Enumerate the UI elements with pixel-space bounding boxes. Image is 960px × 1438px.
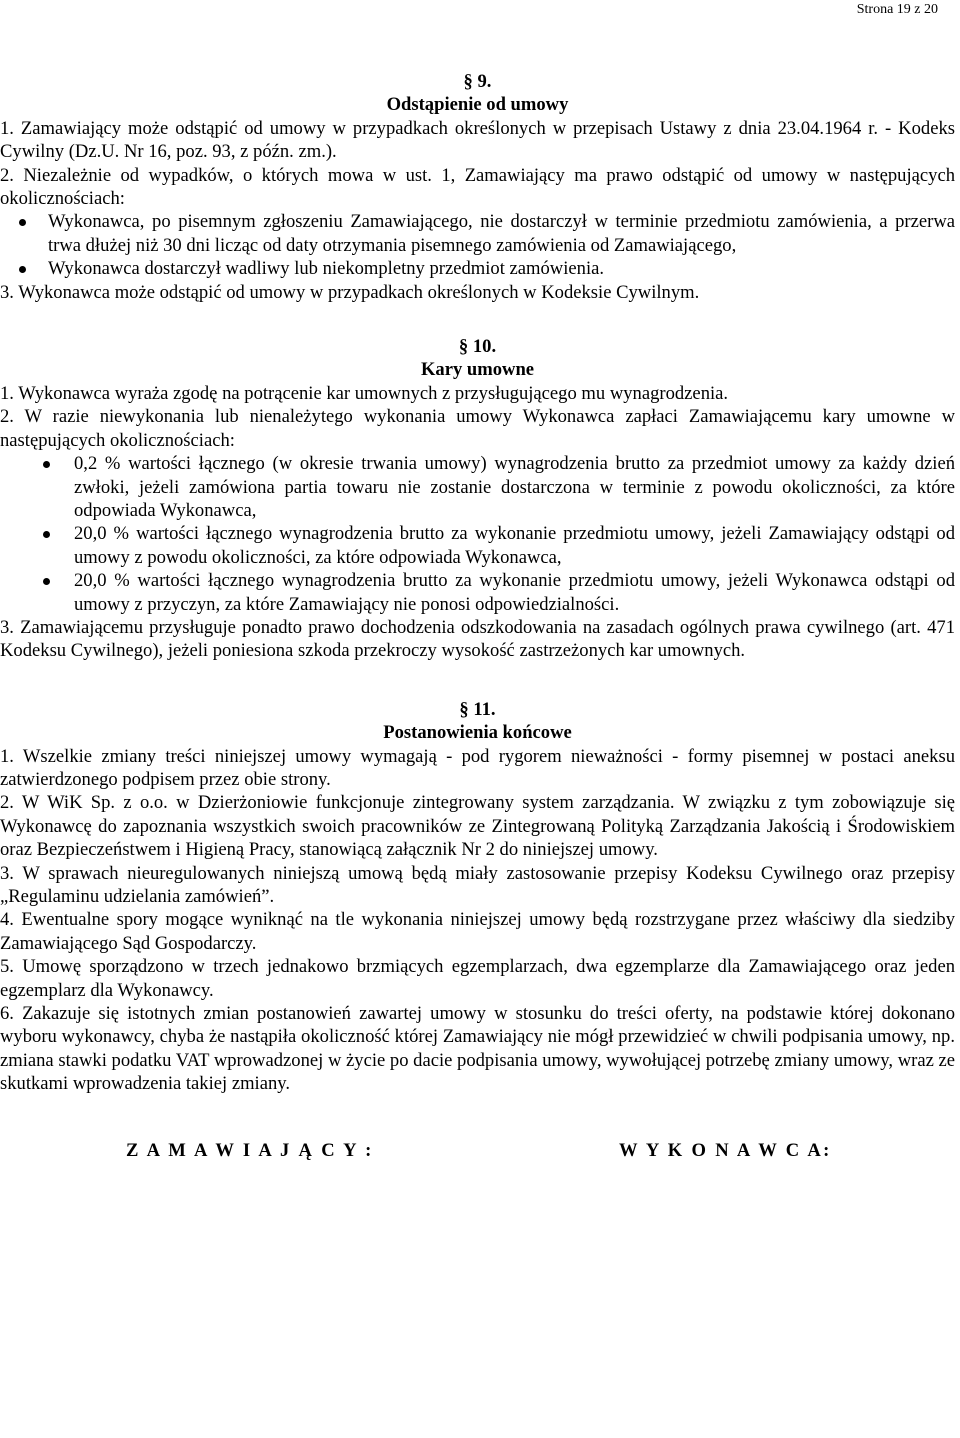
section-11-number: § 11.: [459, 698, 496, 720]
section-11-paragraph-3: 3. W sprawach nieuregulowanych niniejszą umową będą miały zastosowanie przepisy Kodeksu Cywilnego oraz przepisy „Regulaminu udzielania zamówień”.: [0, 862, 955, 907]
document-body: [0, 70, 955, 1163]
section-10-paragraph-2: 2. W razie niewykonania lub nienależytego wykonania umowy Wykonawca zapłaci Zamawiającemu kary umowne w następujących okolicznościach:: [0, 406, 955, 451]
section-9-number: § 9.: [463, 71, 492, 92]
section-11-title: Postanowienia końcowe: [383, 722, 572, 744]
section-10-bullet-list: [0, 452, 955, 616]
list-item: Wykonawca, po pisemnym zgłoszeniu Zamawiającego, nie dostarczył w terminie przedmiotu zamówienia, a przerwa trwa dłużej niż 30 dni licząc od daty otrzymania pisemnego zamówienia od Zamawiającego,: [0, 210, 955, 257]
signature-ordering-party: Z A M A W I A J Ą C Y :: [126, 1139, 374, 1161]
list-item: 20,0 % wartości łącznego wynagrodzenia brutto za wykonanie przedmiotu umowy, jeżeli Wykonawca odstąpi od umowy z przyczyn, za które Zamawiający nie ponosi odpowiedzialności.: [0, 569, 955, 616]
section-10-title: Kary umowne: [420, 359, 535, 381]
section-10-paragraph-1: 1. Wykonawca wyraża zgodę na potrącenie kar umownych z przysługującego mu wynagrodzenia.: [0, 382, 729, 404]
signature-row: [0, 1139, 955, 1163]
section-10-number: § 10.: [458, 336, 497, 358]
section-11-paragraph-5: 5. Umowę sporządzono w trzech jednakowo brzmiących egzemplarzach, dwa egzemplarze dla Zamawiającego oraz jeden egzemplarz dla Wykonawcy.: [0, 956, 955, 1001]
signature-contractor: W Y K O N A W C A:: [619, 1139, 832, 1161]
section-11-paragraph-4: 4. Ewentualne spory mogące wyniknąć na tle wykonania niniejszej umowy będą rozstrzygane przez właściwy dla siedziby Zamawiającego Sąd Gospodarczy.: [0, 909, 955, 954]
section-11-paragraph-2: 2. W WiK Sp. z o.o. w Dzierżoniowie funkcjonuje zintegrowany system zarządzania. W związku z tym zobowiązuje się Wykonawcę do zapoznania wszystkich swoich pracowników ze Zintegrowaną Polityką Zarządzania Jakością i Środowiskiem oraz Bezpieczeństwem i Higieną Pracy, stanowiącą załącznik Nr 2 do niniejszej umowy.: [0, 792, 955, 861]
section-9-paragraph-2: 2. Niezależnie od wypadków, o których mowa w ust. 1, Zamawiający ma prawo odstąpić od umowy w następujących okolicznościach:: [0, 164, 955, 210]
section-10-paragraph-3: 3. Zamawiającemu przysługuje ponadto prawo dochodzenia odszkodowania na zasadach ogólnych prawa cywilnego (art. 471 Kodeksu Cywilnego), jeżeli poniesiona szkoda przekroczy wysokość zastrzeżonych kar umownych.: [0, 616, 955, 662]
list-item: Wykonawca dostarczył wadliwy lub niekompletny przedmiot zamówienia.: [0, 257, 955, 280]
section-11-paragraph-1: 1. Wszelkie zmiany treści niniejszej umowy wymagają - pod rygorem nieważności - formy pisemnej w postaci aneksu zatwierdzonego podpisem przez obie strony.: [0, 745, 955, 790]
page-number-label: Strona 19 z 20: [856, 2, 938, 17]
section-9-title: Odstąpienie od umowy: [386, 94, 569, 116]
section-9-bullet-list: [0, 210, 955, 280]
section-11-paragraph-6: 6. Zakazuje się istotnych zmian postanowień zawartej umowy w stosunku do treści oferty, na podstawie której dokonano wyboru wykonawcy, chyba że nastąpiła okoliczność której Zamawiający nie mógł przewidzieć w chwili podpisania umowy, np. zmiana stawki podatku VAT wprowadzonej w życie po dacie podpisania umowy, wywołującej potrzebę zmiany umowy, wraz ze skutkami wprowadzenia takiej zmiany.: [0, 1003, 955, 1095]
list-item: 20,0 % wartości łącznego wynagrodzenia brutto za wykonanie przedmiotu umowy, jeżeli Zamawiający odstąpi od umowy z powodu okoliczności, za które odpowiada Wykonawca,: [0, 522, 955, 569]
list-item: 0,2 % wartości łącznego (w okresie trwania umowy) wynagrodzenia brutto za przedmiot umowy za każdy dzień zwłoki, jeżeli zamówiona partia towaru nie zostanie dostarczona w terminie z powodu okoliczności, za które odpowiada Wykonawca,: [0, 452, 955, 522]
section-9-paragraph-1: 1. Zamawiający może odstąpić od umowy w przypadkach określonych w przepisach Ustawy z dnia 23.04.1964 r. - Kodeks Cywilny (Dz.U. Nr 16, poz. 93, z późn. zm.).: [0, 117, 955, 163]
section-9-paragraph-3: 3. Wykonawca może odstąpić od umowy w przypadkach określonych w Kodeksie Cywilnym.: [0, 281, 700, 303]
